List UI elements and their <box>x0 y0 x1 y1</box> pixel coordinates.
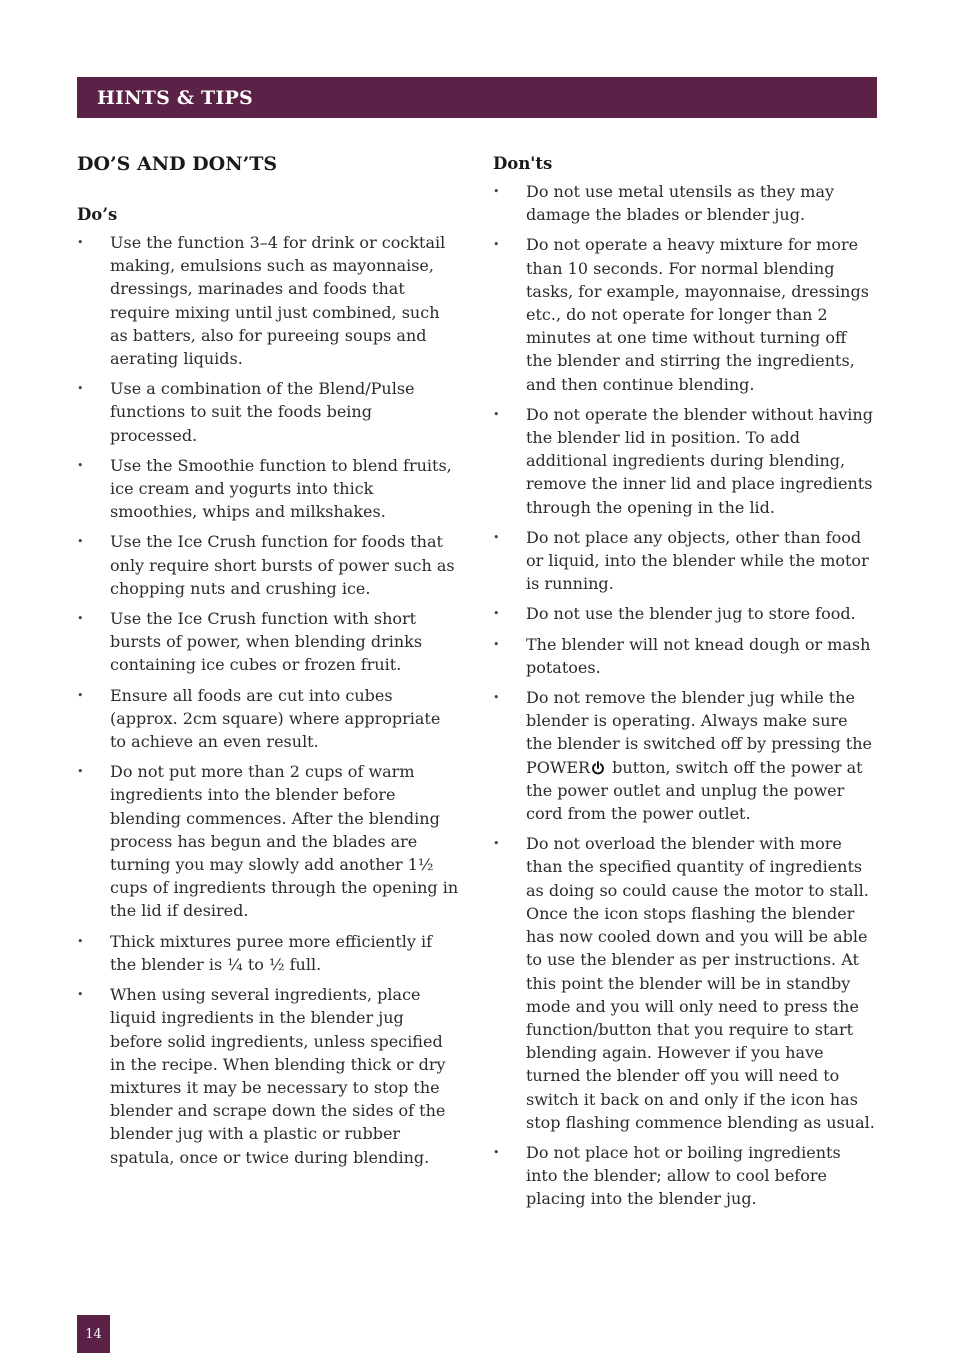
list-item: • Use a combination of the Blend/Pulse functions to suit the foods being processed. <box>77 377 461 447</box>
list-item: • Do not use the blender jug to store food. <box>493 602 877 625</box>
list-item: • The blender will not knead dough or mash potatoes. <box>493 633 877 679</box>
section-banner <box>77 77 877 118</box>
list-item: • Do not put more than 2 cups of warm ingredients into the blender before blending commences. After the blending process has begun and the blades are turning you may slowly add another 1½ cups of ingredients through the opening in the lid if desired. <box>77 760 461 922</box>
list-item: • Do not operate the blender without having the blender lid in position. To add additional ingredients during blending, remove the inner lid and place ingredients through the opening in the lid. <box>493 403 877 519</box>
section-title: DO’S AND DON’TS <box>77 153 278 175</box>
donts-title: Don'ts <box>493 154 553 173</box>
page-number: 14 <box>77 1315 110 1353</box>
power-text-after: button, switch off the power at the power outlet and unplug the power cord from the power outlet. <box>526 757 863 824</box>
list-item: • Use the function 3–4 for drink or cocktail making, emulsions such as mayonnaise, dressings, marinades and foods that require mixing until just combined, such as batters, also for pureeing soups and aerating liquids. <box>77 231 461 370</box>
power-text-before: Do not remove the blender jug while the blender is operating. Always make sure the blender is switched off by pressing the POWER <box>526 688 872 777</box>
power-icon <box>591 761 605 775</box>
list-item: • When using several ingredients, place liquid ingredients in the blender jug before solid ingredients, unless specified in the recipe. When blending thick or dry mixtures it may be necessary to stop the blender and scrape down the sides of the blender jug with a plastic or rubber spatula, once or twice during blending. <box>77 983 461 1169</box>
list-item: • Do not operate a heavy mixture for more than 10 seconds. For normal blending tasks, for example, mayonnaise, dressings etc., do not operate for longer than 2 minutes at one time without turning off the blender and stirring the ingredients, and then continue blending. <box>493 233 877 395</box>
list-item: • Use the Smoothie function to blend fruits, ice cream and yogurts into thick smoothies, whips and milkshakes. <box>77 454 461 524</box>
dos-title: Do’s <box>77 205 118 224</box>
dos-list <box>77 231 461 1169</box>
list-item: • Use the Ice Crush function with short bursts of power, when blending drinks containing ice cubes or frozen fruit. <box>77 607 461 677</box>
list-item: • Do not place hot or boiling ingredients into the blender; allow to cool before placing into the blender jug. <box>493 1141 877 1211</box>
list-item: • Thick mixtures puree more efficiently if the blender is ¼ to ½ full. <box>77 930 461 976</box>
list-item: • Do not place any objects, other than food or liquid, into the blender while the motor is running. <box>493 526 877 596</box>
list-item: • Do not overload the blender with more than the specified quantity of ingredients as doing so could cause the motor to stall. Once the icon stops flashing the blender has now cooled down and you will be able to use the blender as per instructions. At this point the blender will be in standby mode and you will only need to press the function/button that you require to start blending again. However if you have turned the blender off you will need to switch it back on and only if the icon has stop flashing commence blending as usual. <box>493 832 877 1134</box>
banner-title: HINTS & TIPS <box>97 86 253 109</box>
list-item: • Use the Ice Crush function for foods that only require short bursts of power such as chopping nuts and crushing ice. <box>77 530 461 600</box>
left-column <box>77 150 461 1176</box>
donts-list <box>493 180 877 1211</box>
list-item: • Do not use metal utensils as they may damage the blades or blender jug. <box>493 180 877 226</box>
list-item: • Ensure all foods are cut into cubes (approx. 2cm square) where appropriate to achieve an even result. <box>77 684 461 754</box>
right-column <box>493 154 877 1218</box>
list-item-power <box>493 686 877 825</box>
